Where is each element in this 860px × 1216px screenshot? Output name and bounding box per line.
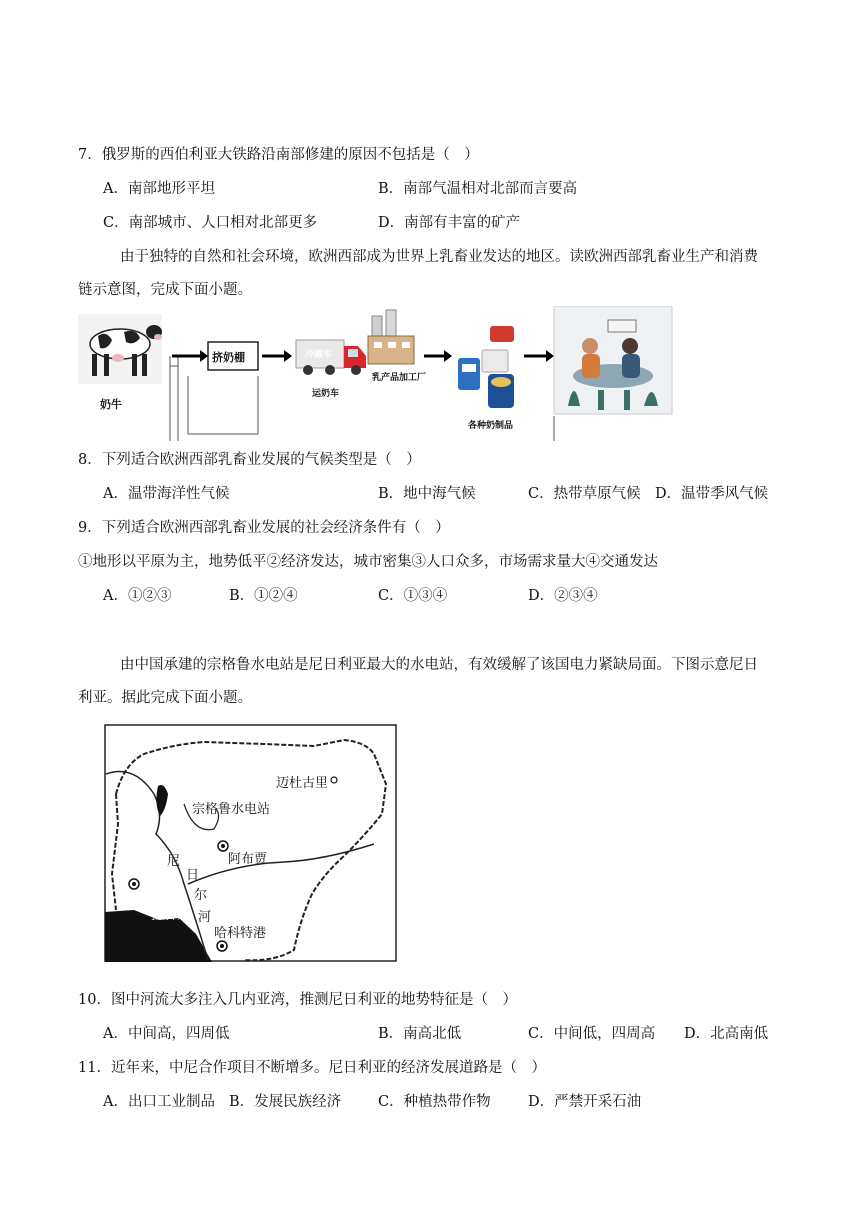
q11-option-b: B．发展民族经济	[229, 1094, 342, 1110]
nigeria-map	[104, 724, 398, 964]
river-char-2: 日	[186, 868, 200, 883]
lagos-label: 拉各斯	[151, 908, 191, 923]
q7-option-c: C．南部城市、人口相对北部更多	[103, 215, 318, 231]
q10-option-c: C．中间低，四周高	[528, 1026, 656, 1042]
q7-stem: 7．俄罗斯的西伯利亚大铁路沿南部修建的原因不包括是（ ）	[78, 147, 479, 163]
q10-option-d: D．北高南低	[684, 1026, 769, 1042]
maiduguri-label: 迈杜古里	[276, 776, 329, 791]
q9-option-b: B．①②④	[229, 588, 298, 604]
q8-option-d: D．温带季风气候	[655, 486, 769, 502]
passage1-line2: 链示意图，完成下面小题。	[78, 282, 252, 298]
q7-option-a: A．南部地形平坦	[103, 181, 215, 197]
q9-option-d: D．②③④	[528, 588, 598, 604]
q9-option-c: C．①③④	[378, 588, 448, 604]
q11-option-a: A．出口工业制品	[103, 1094, 215, 1110]
river-char-3: 尔	[194, 888, 208, 903]
q10-stem: 10．图中河流大多注入几内亚湾，推测尼日利亚的地势特征是（ ）	[78, 992, 517, 1008]
q10-option-a: A．中间高，四周低	[103, 1026, 230, 1042]
q8-option-a: A．温带海洋性气候	[103, 486, 230, 502]
reefer-label: 冷藏车	[305, 350, 333, 360]
river-char-1: 尼	[167, 854, 181, 869]
maiduguri-city-icon	[331, 777, 337, 783]
cow-label: 奶牛	[100, 398, 122, 411]
factory-label: 乳产品加工厂	[372, 373, 427, 383]
river-char-4: 河	[198, 910, 212, 925]
q11-stem: 11．近年来，中尼合作项目不断增多。尼日利亚的经济发展道路是（ ）	[78, 1060, 546, 1076]
q8-option-c: C．热带草原气候	[528, 486, 641, 502]
passage2-line2: 利亚。据此完成下面小题。	[78, 690, 252, 706]
q11-option-d: D．严禁开采石油	[528, 1094, 642, 1110]
q8-option-b: B．地中海气候	[378, 486, 476, 502]
port-harcourt-label: 哈科特港	[214, 926, 267, 941]
q11-option-c: C．种植热带作物	[378, 1094, 491, 1110]
q9-option-a: A．①②③	[103, 588, 172, 604]
passage1-line1: 由于独特的自然和社会环境，欧洲西部成为世界上乳畜业发达的地区。读欧洲西部乳畜业生产和消费	[120, 249, 758, 265]
products-label: 各种奶制品	[468, 421, 514, 431]
factory-icon	[368, 310, 414, 364]
q9-stem: 9．下列适合欧洲西部乳畜业发展的社会经济条件有（ ）	[78, 520, 450, 536]
milking-shed-label: 挤奶棚	[212, 351, 245, 364]
zungeru-label: 宗格鲁水电站	[192, 802, 271, 817]
dairy-products-icon	[458, 326, 514, 408]
q7-option-d: D．南部有丰富的矿产	[378, 215, 521, 231]
q9-conditions: ①地形以平原为主，地势低平②经济发达，城市密集③人口众多，市场需求量大④交通发达	[78, 554, 658, 570]
passage2-line1: 由中国承建的宗格鲁水电站是尼日利亚最大的水电站，有效缓解了该国电力紧缺局面。下图示意尼日	[120, 657, 758, 673]
dining-people-icon	[554, 306, 672, 441]
abuja-label: 阿布贾	[228, 852, 268, 867]
q8-stem: 8．下列适合欧洲西部乳畜业发展的气候类型是（ ）	[78, 452, 421, 468]
milk-truck-label: 运奶车	[312, 389, 340, 399]
q7-option-b: B．南部气温相对北部而言要高	[378, 181, 578, 197]
dairy-chain-diagram	[78, 306, 678, 441]
q10-option-b: B．南高北低	[378, 1026, 462, 1042]
